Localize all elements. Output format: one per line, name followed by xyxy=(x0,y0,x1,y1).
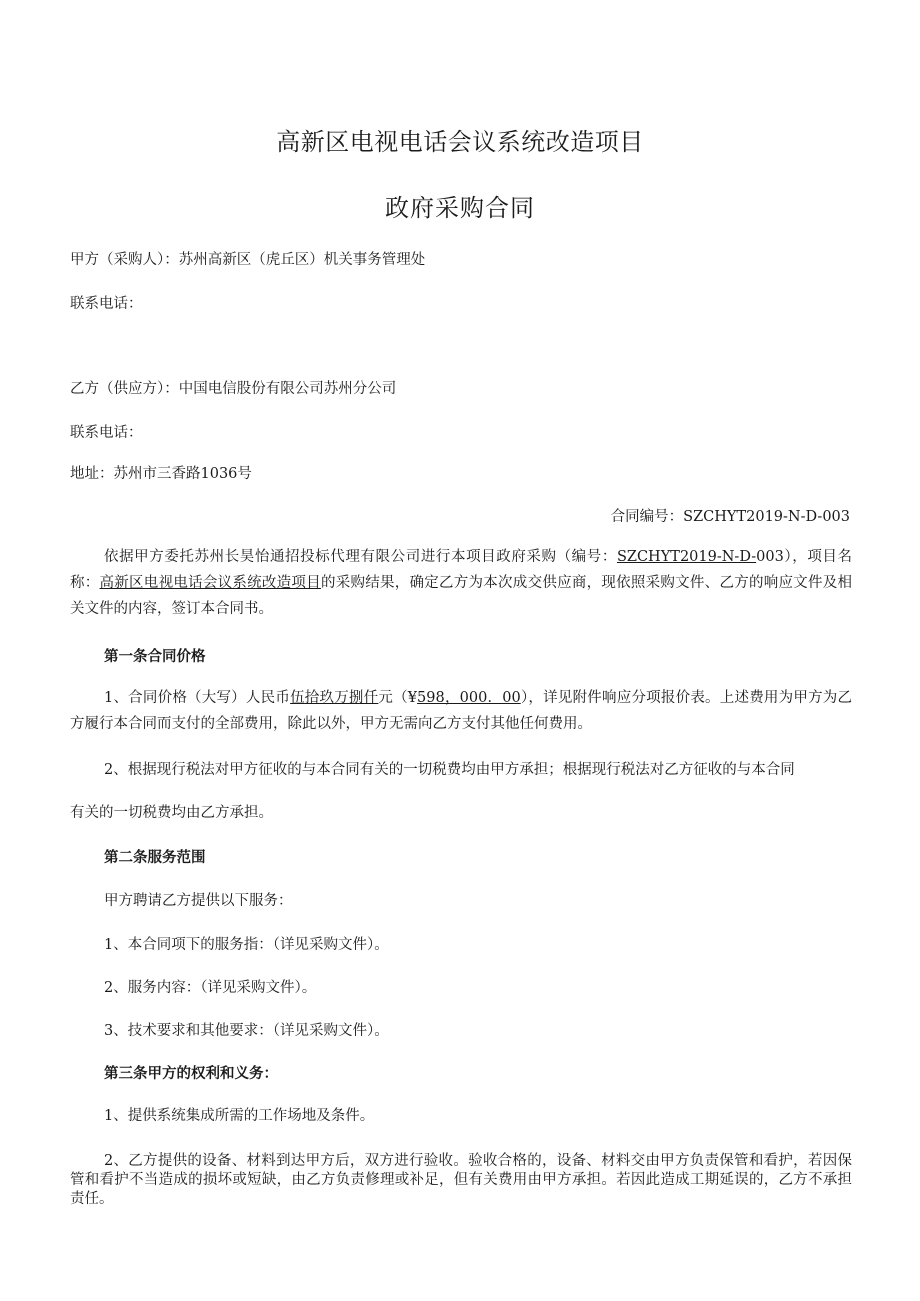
article-1-item-2-line-1: 2、根据现行税法对甲方征收的与本合同有关的一切税费均由甲方承担；根据现行税法对乙方征收的与本合同 xyxy=(104,762,795,778)
price-text-mid: 元（¥ xyxy=(378,690,418,706)
document-subtitle: 政府采购合同 xyxy=(385,194,535,222)
article-1-item-2-line-2: 有关的一切税费均由乙方承担。 xyxy=(70,805,273,821)
contract-number: 合同编号：SZCHYT2019-N-D-003 xyxy=(610,509,850,525)
intro-text-3: 的采购结果，确定乙方为本次成交供应商，现依照采购文件、乙方的响应文件及相关文件的内容，签订本合同书。 xyxy=(70,575,853,617)
article-2-heading: 第二条服务范围 xyxy=(104,849,206,866)
price-amount-number: 598，000．00 xyxy=(417,690,521,706)
article-2-item-3: 3、技术要求和其他要求：（详见采购文件）。 xyxy=(104,1023,389,1039)
article-1-heading: 第一条合同价格 xyxy=(104,648,206,665)
article-3-item-2: 2、乙方提供的设备、材料到达甲方后，双方进行验收。验收合格的，设备、材料交由甲方负责保管和看护，若因保管和看护不当造成的损坏或短缺，由乙方负责修理或补足，但有关费用由甲方承担。若因此造成工期延误的，乙方不承担责任。 xyxy=(70,1153,852,1207)
project-name: 高新区电视电话会议系统改造项目 xyxy=(99,575,321,591)
party-a-name: 甲方（采购人）：苏州高新区（虎丘区）机关事务管理处 xyxy=(70,252,426,268)
intro-paragraph xyxy=(70,544,852,622)
party-b-phone: 联系电话： xyxy=(70,425,143,441)
article-1-item-1 xyxy=(70,685,852,737)
procurement-code: SZCHYT2019-N-D- xyxy=(616,549,757,565)
document-title: 高新区电视电话会议系统改造项目 xyxy=(276,128,644,156)
party-b-name: 乙方（供应方）：中国电信股份有限公司苏州分公司 xyxy=(70,381,397,397)
article-2-item-2: 2、服务内容：（详见采购文件）。 xyxy=(104,980,317,996)
article-2-intro: 甲方聘请乙方提供以下服务： xyxy=(104,893,293,909)
intro-text-1: 依据甲方委托苏州长昊怡通招投标代理有限公司进行本项目政府采购（编号： xyxy=(104,549,617,565)
article-3-heading: 第三条甲方的权利和义务： xyxy=(104,1065,278,1082)
price-text-pre: 1、合同价格（大写）人民币 xyxy=(104,690,291,706)
price-text-post: ），详见附件响应分项报价表。上述费用为甲方为乙方履行本合同而支付的全部费用，除此以外，甲方无需向乙方支付其他任何费用。 xyxy=(70,690,852,732)
article-3-item-1: 1、提供系统集成所需的工作场地及条件。 xyxy=(104,1108,375,1124)
article-2-item-1: 1、本合同项下的服务指：（详见采购文件）。 xyxy=(104,937,389,953)
party-a-phone: 联系电话： xyxy=(70,296,143,312)
party-b-address: 地址：苏州市三香路1036号 xyxy=(70,466,252,482)
price-amount-words: 伍拾玖万捌仟 xyxy=(290,690,379,706)
intro-text-2: 003），项目名称： xyxy=(70,549,852,591)
